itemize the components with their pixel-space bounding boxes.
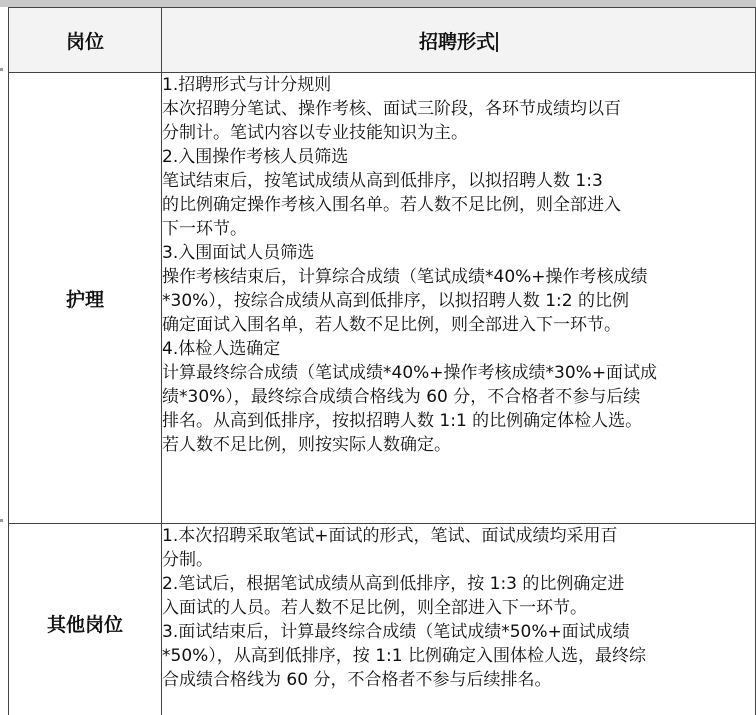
text-line: 分制。 [162,550,213,570]
text-line: 入面试的人员。若人数不足比例，则全部进入下一环节。 [162,598,587,618]
header-recruitment-form[interactable] [162,8,756,73]
text-line: 本次招聘分笔试、操作考核、面试三阶段，各环节成绩均以百 [162,99,621,119]
top-edge-bar [0,0,756,7]
text-line: 分制计。笔试内容以专业技能知识为主。 [162,123,468,143]
text-line: 2.笔试后，根据笔试成绩从高到低排序，按 1:3 的比例确定进 [162,574,625,594]
text-line: 3.面试结束后，计算最终综合成绩（笔试成绩*50%+面试成绩 [162,622,630,642]
table-row [9,524,756,715]
recruitment-form-cell[interactable] [162,524,756,715]
text-line: 1.招聘形式与计分规则 [162,75,332,95]
text-line: 操作考核结束后，计算综合成绩（笔试成绩*40%+操作考核成绩 [162,267,648,287]
text-cursor [496,32,498,52]
text-line: 的比例确定操作考核入围名单。若人数不足比例，则全部进入 [162,195,621,215]
header-row [9,8,756,73]
row-marker [0,519,3,522]
text-line: 绩*30%），最终综合成绩合格线为 60 分，不合格者不参与后续 [162,387,641,407]
row-marker [0,68,3,71]
text-line: 合成绩合格线为 60 分，不合格者不参与后续排名。 [162,670,552,690]
text-line: *30%），按综合成绩从高到低排序，以拟招聘人数 1:2 的比例 [162,291,629,311]
text-line: *50%），从高到低排序，按 1:1 比例确定入围体检人选，最终综 [162,646,646,666]
text-line: 若人数不足比例，则按实际人数确定。 [162,435,451,455]
header-post[interactable]: 岗位 [9,8,162,73]
text-line: 排名。从高到低排序，按拟招聘人数 1:1 的比例确定体检人选。 [162,411,643,431]
text-line: 4.体检人选确定 [162,339,281,359]
text-line: 笔试结束后，按笔试成绩从高到低排序，以拟招聘人数 1:3 [162,171,603,191]
text-line: 下一环节。 [162,219,247,239]
post-cell[interactable]: 其他岗位 [9,524,162,715]
text-line: 2.入围操作考核人员筛选 [162,147,349,167]
header-recruitment-form-label: 招聘形式 [418,30,495,53]
text-line: 1.本次招聘采取笔试+面试的形式，笔试、面试成绩均采用百 [162,526,618,546]
recruitment-table [8,7,756,715]
text-line: 3.入围面试人员筛选 [162,243,315,263]
text-line: 确定面试入围名单，若人数不足比例，则全部进入下一环节。 [162,315,621,335]
table-row [9,73,756,524]
recruitment-form-cell[interactable] [162,73,756,524]
post-cell[interactable]: 护理 [9,73,162,524]
text-line: 计算最终综合成绩（笔试成绩*40%+操作考核成绩*30%+面试成 [162,363,658,383]
